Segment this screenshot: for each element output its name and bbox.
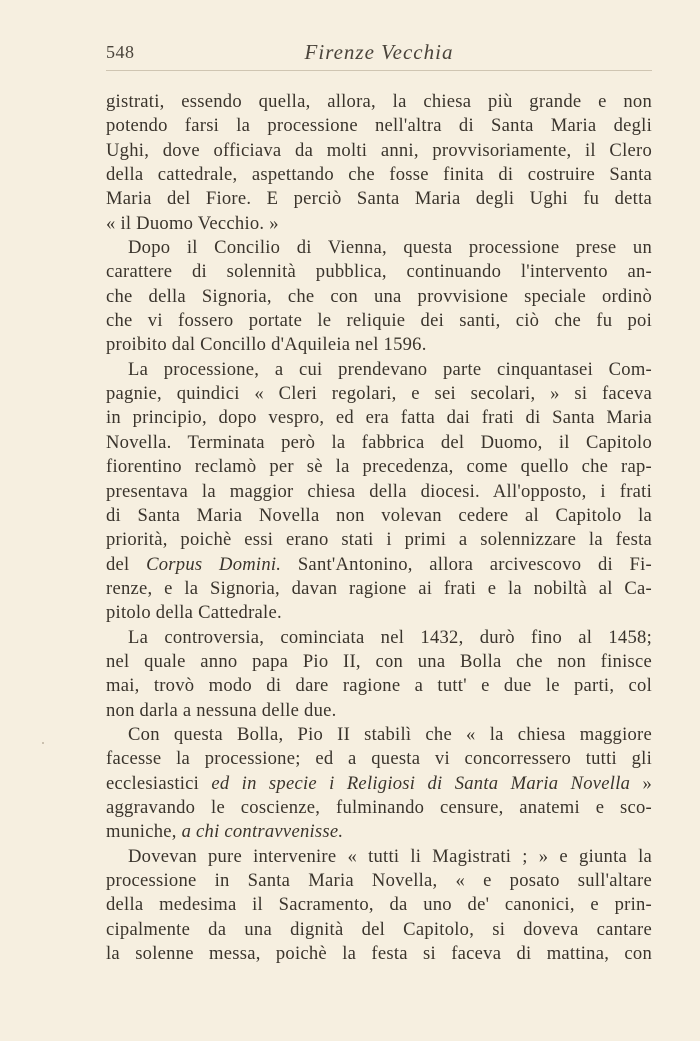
text-line: carattere di solennità pubblica, continuando l'intervento an- [106,261,652,283]
text-segment: del [106,553,147,575]
text-line: priorità, poichè essi erano stati i primi a solennizzare la festa [106,529,652,551]
margin-mark [42,742,44,744]
text-line: « il Duomo Vecchio. » [106,212,279,234]
text-line: gistrati, essendo quella, allora, la chiesa più grande e non [106,91,652,112]
text-line: nel quale anno papa Pio II, con una Bolla che non finisce [106,650,652,672]
text-line: mai, trovò modo di dare ragione a tutt' e due le parti, col [106,675,652,697]
text-line: Ughi, dove officiava da molti anni, provvisoriamente, il Clero [106,139,652,161]
text-line: processione in Santa Maria Novella, « e posato sull'altare [106,870,652,891]
text-line: Dovevan pure intervenire « tutti li Magistrati ; » e giunta la [128,845,652,867]
text-line: Con questa Bolla, Pio II stabilì che « la chiesa maggiore [128,723,652,745]
header-rule [106,70,652,71]
text-line [106,553,652,577]
text-line: Novella. Terminata però la fabbrica del Duomo, il Capitolo [106,431,652,453]
italic-text: Corpus Domini. [146,553,282,575]
text-segment: » [630,772,652,794]
text-line [106,772,652,796]
text-segment: muniche, [106,821,182,843]
text-line [106,820,652,844]
text-line: renze, e la Signoria, davan ragione ai frati e la nobiltà al Ca- [106,577,652,599]
text-line: facesse la processione; ed a questa vi concorressero tutti gli [106,748,652,770]
text-line: che vi fossero portate le reliquie dei santi, ciò che fu poi [106,310,652,332]
text-line: potendo farsi la processione nell'altra di Santa Maria degli [106,115,652,137]
body-text [106,90,652,966]
page-header [106,38,652,72]
text-line: pagnie, quindici « Cleri regolari, e sei secolari, » si faceva [106,383,652,405]
text-line: pitolo della Cattedrale. [106,602,282,624]
text-line: presentava la maggior chiesa della diocesi. All'opposto, i frati [106,480,652,502]
italic-text: ed in specie i Religiosi di Santa Maria Novella [211,772,631,794]
text-line: di Santa Maria Novella non volevan cedere al Capitolo la [106,504,652,526]
text-line: Maria del Fiore. E perciò Santa Maria degli Ughi fu detta [106,188,652,210]
text-line: la solenne messa, poichè la festa si faceva di mattina, con [106,943,652,965]
text-line: della medesima il Sacramento, da uno de' canonici, e prin- [106,894,652,916]
text-segment: ecclesiastici [106,772,212,794]
text-line: fiorentino reclamò per sè la precedenza, come quello che rap- [106,456,652,478]
text-line: non darla a nessuna delle due. [106,699,337,721]
text-line: Dopo il Concilio di Vienna, questa processione prese un [128,237,652,259]
text-line: La processione, a cui prendevano parte cinquantasei Com- [128,358,652,380]
text-line: della cattedrale, aspettando che fosse finita di costruire Santa [106,164,652,186]
text-line: La controversia, cominciata nel 1432, durò fino al 1458; [128,626,652,648]
text-line: proibito dal Concillo d'Aquileia nel 1596. [106,334,427,356]
page-number: 548 [106,42,135,62]
text-line: aggravando le coscienze, fulminando censure, anatemi e sco- [106,796,652,818]
running-title: Firenze Vecchia [304,40,454,64]
text-line: cipalmente da una dignità del Capitolo, si doveva cantare [106,918,652,940]
italic-text: a chi contravvenisse. [181,821,344,843]
text-line: in principio, dopo vespro, ed era fatta dai frati di Santa Maria [106,407,652,429]
text-segment: Sant'Antonino, allora arcivescovo di Fi- [281,553,652,575]
text-line: che della Signoria, che con una provvisione speciale ordinò [106,285,652,307]
